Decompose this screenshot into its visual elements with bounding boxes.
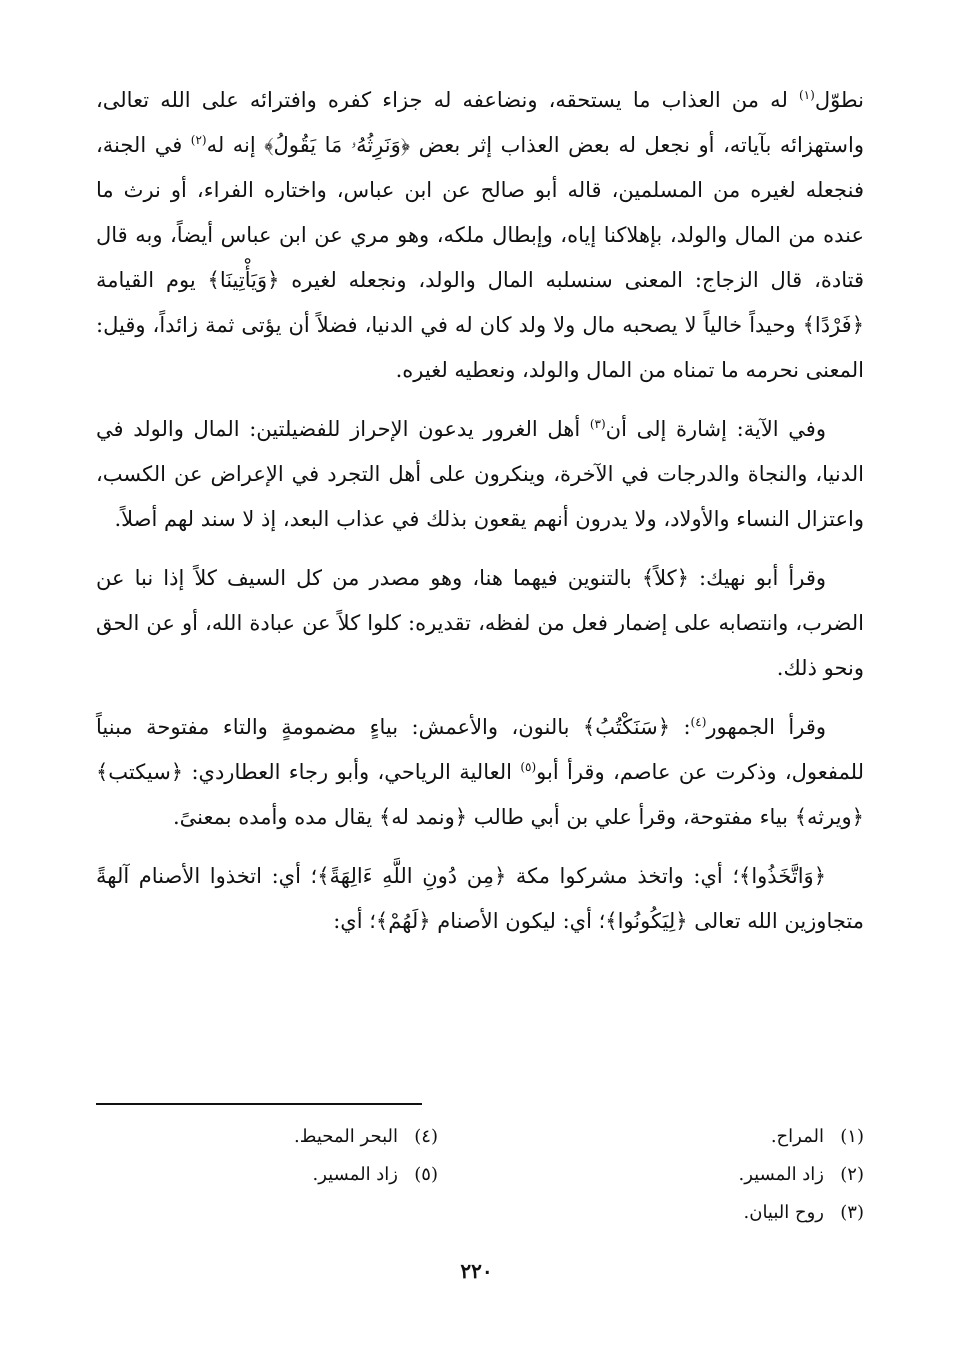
paragraph-5 — [96, 854, 864, 944]
footnote-item — [564, 1156, 864, 1194]
footnote-number: (١) — [840, 1126, 864, 1147]
footnote-item — [564, 1194, 864, 1232]
footnote-ref-5[interactable]: (٥) — [520, 760, 537, 774]
text-run: في الجنة، فنجعله لغيره من المسلمين، قاله أبو صالح عن ابن عباس، واختاره الفراء، أو نرث ما عنده من المال والولد، بإهلاكنا إياه، وإبطال ملكه، وهو مري عن ابن عباس أيضاً، وبه قال قتادة، قال الزجاج: المعنى سنسلبه المال والولد، ونجعله لغيره ﴿وَيَأْتِينَا﴾ يوم القيامة ﴿فَرْدًا﴾ وحيداً خالياً لا يصحبه مال ولا ولد كان له في الدنيا، فضلاً أن يؤتى ثمة زائداً، وقيل: المعنى نحرمه ما تمناه من المال والولد، ونعطيه لغيره. — [96, 133, 864, 382]
footnote-text: زاد المسير. — [312, 1164, 398, 1185]
footnote-number: (٤) — [414, 1126, 438, 1147]
text-run: وقرأ الجمهور — [706, 715, 827, 739]
footnotes-column-right — [564, 1118, 864, 1232]
footnote-ref-3[interactable]: (٣) — [589, 417, 606, 431]
footnote-ref-1[interactable]: (١) — [798, 88, 815, 102]
page-number: ٢٢٠ — [460, 1259, 493, 1283]
text-run: وقرأ أبو نهيك: ﴿كلاً﴾ بالتنوين فيهما هنا، وهو مصدر من كل السيف كلاً إذا نبا عن الضرب، وانتصابه على إضمار فعل من لفظه، تقديره: كلوا كلاً عن عبادة الله، أو عن الحق ونحو ذلك. — [96, 566, 864, 680]
footnote-text: البحر المحيط. — [294, 1126, 398, 1147]
text-run: وفي الآية: إشارة إلى أن — [605, 417, 826, 441]
footnote-number: (٥) — [414, 1164, 438, 1185]
paragraph-4 — [96, 705, 864, 840]
text-run: : ﴿سَنَكْتُبُ﴾ بالنون، والأعمش: بياءٍ مضمومةٍ والتاء مفتوحة مبنياً للمفعول، وذكرت عن عاصم، وقرأ أبو — [96, 715, 864, 784]
page-body — [96, 78, 864, 956]
footnote-item — [564, 1118, 864, 1156]
paragraph-1 — [96, 78, 864, 393]
text-run: نطوّل — [814, 88, 864, 112]
footnote-text: زاد المسير. — [738, 1164, 824, 1185]
paragraph-2 — [96, 407, 864, 542]
text-run: أهل الغرور يدعون الإحراز للفضيلتين: المال والولد في الدنيا، والنجاة والدرجات في الآخرة، وينكرون على أهل التجرد في الإعراض عن الكسب، واعتزال النساء والأولاد، ولا يدرون أنهم يقعون بذلك في عذاب البعد، إذ لا سند لهم أصلاً. — [96, 417, 864, 531]
text-run: ﴿وَاتَّخَذُوا﴾؛ أي: واتخذ مشركوا مكة ﴿مِن دُونِ اللَّهِ ءَالِهَةً﴾؛ أي: اتخذوا الأصنام آلهةً متجاوزين الله تعالى ﴿لِيَكُونُوا﴾؛ أي: ليكون الأصنام ﴿لَهُمْ﴾؛ أي: — [96, 864, 864, 933]
footnote-text: المراح. — [770, 1126, 824, 1147]
footnotes-column-left — [138, 1118, 438, 1194]
text-run: العالية الرياحي، وأبو رجاء العطاردي: ﴿سيكتب﴾ ﴿ويرثه﴾ بياء مفتوحة، وقرأ علي بن أبي طالب ﴿ونمد له﴾ يقال مده وأمده بمعنىً. — [96, 760, 864, 829]
footnote-item — [138, 1118, 438, 1156]
footnote-number: (٣) — [840, 1202, 864, 1223]
footnote-ref-2[interactable]: (٢) — [190, 133, 207, 147]
footnote-ref-4[interactable]: (٤) — [690, 715, 707, 729]
paragraph-3 — [96, 556, 864, 691]
footnote-item — [138, 1156, 438, 1194]
footnote-separator — [96, 1103, 422, 1105]
text-run: له من العذاب ما يستحقه، ونضاعفه له جزاء كفره وافترائه على الله تعالى، واستهزائه بآياته، أو نجعل له بعض العذاب إثر بعض ﴿وَنَرِثُهُۥ مَا يَقُولُ﴾ إنه له — [96, 88, 864, 157]
footnote-number: (٢) — [840, 1164, 864, 1185]
footnote-text: روح البيان. — [743, 1202, 824, 1223]
